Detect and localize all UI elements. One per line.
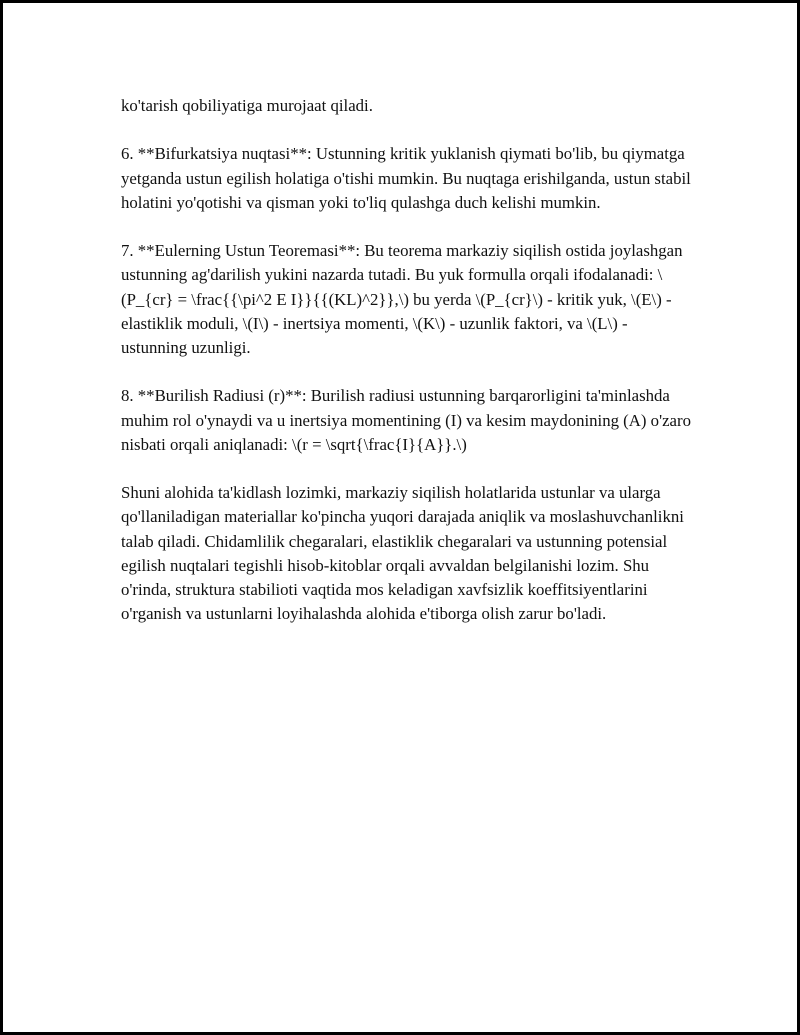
paragraph-continuation: ko'tarish qobiliyatiga murojaat qiladi. [121,96,373,115]
paragraph-conclusion: Shuni alohida ta'kidlash lozimki, markaziy siqilish holatlarida ustunlar va ularga qo'llaniladigan materiallar ko'pincha yuqori darajada aniqlik va moslashuvchanlikni talab qiladi. Chidamlilik chegaralari, elastiklik chegaralari va ustunning potensial egilish nuqtalari tegishli hisob-kitoblar orqali avvaldan belgilanishi lozim. Shu o'rinda, struktura stabilioti vaqtida mos keladigan xavfsizlik koeffitsiyentlarini o'rganish va ustunlarni loyihalashda alohida e'tiborga olish zarur bo'ladi. [121,483,684,624]
document-body [121,94,691,651]
paragraph-euler-column-theorem: 7. **Eulerning Ustun Teoremasi**: Bu teorema markaziy siqilish ostida joylashgan ustunning ag'darilish yukini nazarda tutadi. Bu yuk formulla orqali ifodalanadi: \(P_{cr} = \frac{{\pi^2 E I}}{{(KL)^2}},\) bu yerda \(P_{cr}\) - kritik yuk, \(E\) - elastiklik moduli, \(I\) - inertsiya momenti, \(K\) - uzunlik faktori, va \(L\) - ustunning uzunligi. [121,241,683,357]
paragraph-radius-of-gyration: 8. **Burilish Radiusi (r)**: Burilish radiusi ustunning barqarorligini ta'minlashda muhim rol o'ynaydi va u inertsiya momentining (I) va kesim maydonining (A) o'zaro nisbati orqali aniqlanadi: \(r = \sqrt{\frac{I}{A}}.\) [121,386,691,454]
paragraph-bifurcation-point: 6. **Bifurkatsiya nuqtasi**: Ustunning kritik yuklanish qiymati bo'lib, bu qiymatga yetganda ustun egilish holatiga o'tishi mumkin. Bu nuqtaga erishilganda, ustun stabil holatini yo'qotishi va qisman yoki to'liq qulashga duch kelishi mumkin. [121,144,691,212]
